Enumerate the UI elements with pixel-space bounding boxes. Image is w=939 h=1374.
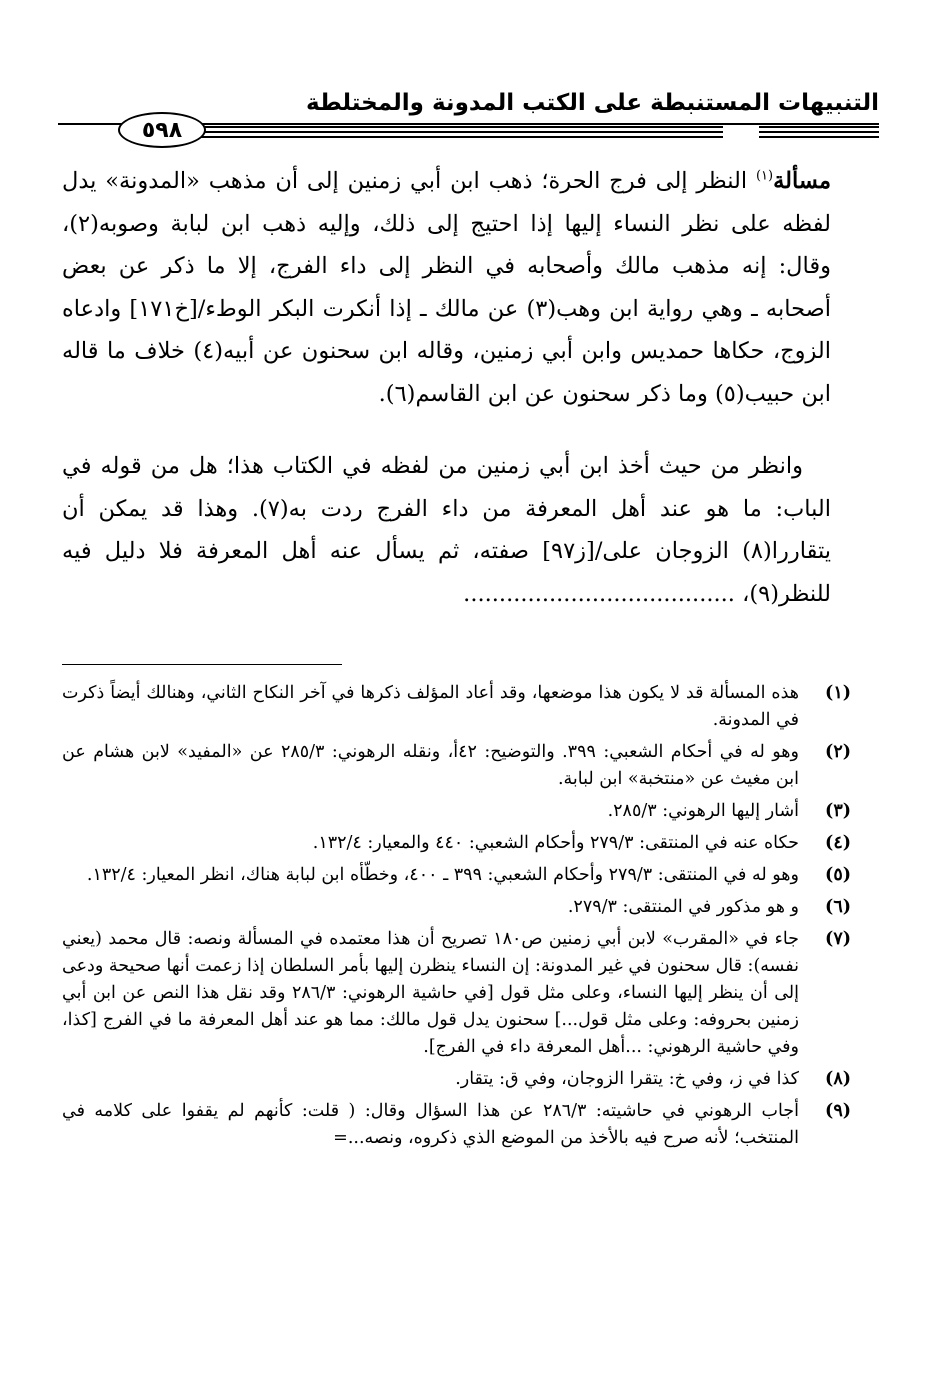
- footnote-text: وهو له في المنتقى: ٢٧٩/٣ وأحكام الشعبي: ٣٩٩ ـ ٤٠٠، وخطّأه ابن لبابة هناك، انظر المعيار: ١٣٢/٤.: [86, 865, 799, 885]
- footnote: [62, 739, 851, 793]
- footnote: [62, 1066, 851, 1093]
- running-header: [58, 90, 879, 150]
- footnote-ref-1: (١): [755, 168, 774, 184]
- paragraph-2: وانظر من حيث أخذ ابن أبي زمنين من لفظه في الكتاب هذا؛ هل من قوله في الباب: ما هو عند أهل المعرفة من داء الفرج ردت به(٧). وهذا قد يمكن أن يتقاررا(٨) الزوجان على/[ز٩٧] صفته، ثم يسأل عنه أهل المعرفة فلا دليل فيه للنظر(٩)، ......................................: [62, 453, 832, 607]
- footnote: [62, 1098, 851, 1152]
- footnote: [62, 680, 851, 734]
- issue-heading: مسألة: [773, 168, 831, 194]
- main-text: [62, 160, 831, 615]
- footnote-text: أجاب الرهوني في حاشيته: ٢٨٦/٣ عن هذا السؤال وقال: ( قلت: كأنهم لم يقفوا على كلامه في المنتخب؛ لأنه صرح فيه بالأخذ من الموضع الذي ذكروه، ونصه...=: [62, 1101, 799, 1148]
- footnote-text: جاء في «المقرب» لابن أبي زمنين ص١٨٠ تصريح أن هذا معتمده في المسألة ونصه: قال محمد (يعني نفسه): قال سحنون في غير المدونة: إن النساء ينظرن إليها بأمر السلطان إذا زعمت أنها صحيحة ودعى إلى أن ينظر إليها النساء، وعلى مثل قول [في حاشية الرهوني: ٢٨٦/٣ وقد نقل هذا النص عن ابن أبي زمنين بحروفه: وعلى مثل قول...] سحنون يدل قول مالك: مما هو عند أهل المعرفة ما في الفرج [كذا، وفي حاشية الرهوني: ...أهل المعرفة داء في الفرج].: [62, 929, 799, 1057]
- footnote-text: و هو مذكور في المنتقى: ٢٧٩/٣.: [567, 897, 799, 917]
- footnote: [62, 926, 851, 1061]
- footnote-number: (٢): [825, 742, 851, 762]
- footnote-separator: [62, 664, 342, 665]
- footnote-number: (٨): [825, 1069, 851, 1089]
- footnotes: [62, 680, 851, 1157]
- footnote-text: هذه المسألة قد لا يكون هذا موضعها، وقد أعاد المؤلف ذكرها في آخر النكاح الثاني، وهنالك أيضاً ذكرت في المدونة.: [62, 683, 799, 730]
- page-number: ٥٩٨: [118, 112, 206, 148]
- footnote-number: (١): [825, 683, 851, 703]
- footnote: [62, 798, 851, 825]
- footnote-text: كذا في ز، وفي خ: يتقرا الزوجان، وفي ق: يتقار.: [455, 1069, 799, 1089]
- paragraph-1: [62, 160, 831, 415]
- paragraph-1-body: النظر إلى فرج الحرة؛ ذهب ابن أبي زمنين إلى أن مذهب «المدونة» يدل لفظه على نظر النساء إليها إذا احتيج إلى ذلك، وإليه ذهب ابن لبابة وصوبه(٢)، وقال: إنه مذهب مالك وأصحابه في النظر إلى داء الفرج، إلا ما ذكر عن بعض أصحابه ـ وهي رواية ابن وهب(٣) عن مالك ـ إذا أنكرت البكر الوطء/[خ١٧١] وادعاه الزوج، حكاها حمديس وابن أبي زمنين، وقاله ابن سحنون عن أبيه(٤) خلاف ما قاله ابن حبيب(٥) وما ذكر سحنون عن ابن القاسم(٦).: [62, 168, 831, 407]
- footnote: [62, 862, 851, 889]
- footnote-text: وهو له في أحكام الشعبي: ٣٩٩. والتوضيح: ٤٢أ، ونقله الرهوني: ٢٨٥/٣ عن «المفيد» لابن هشام عن ابن مغيث عن «منتخبة» ابن لبابة.: [62, 742, 799, 789]
- footnote: [62, 830, 851, 857]
- footnote-number: (٣): [825, 801, 851, 821]
- footnote-number: (٥): [825, 865, 851, 885]
- header-ornament-right: [759, 126, 879, 140]
- footnote-number: (٩): [825, 1101, 851, 1121]
- footnote-text: أشار إليها الرهوني: ٢٨٥/٣.: [607, 801, 799, 821]
- running-title: التنبيهات المستنبطة على الكتب المدونة والمختلطة: [306, 90, 879, 116]
- footnote-number: (٤): [825, 833, 851, 853]
- footnote-number: (٧): [825, 929, 851, 949]
- footnote: [62, 894, 851, 921]
- footnote-number: (٦): [825, 897, 851, 917]
- footnote-text: حكاه عنه في المنتقى: ٢٧٩/٣ وأحكام الشعبي: ٤٤٠ والمعيار: ١٣٢/٤.: [312, 833, 799, 853]
- header-ornament-left: [198, 126, 723, 140]
